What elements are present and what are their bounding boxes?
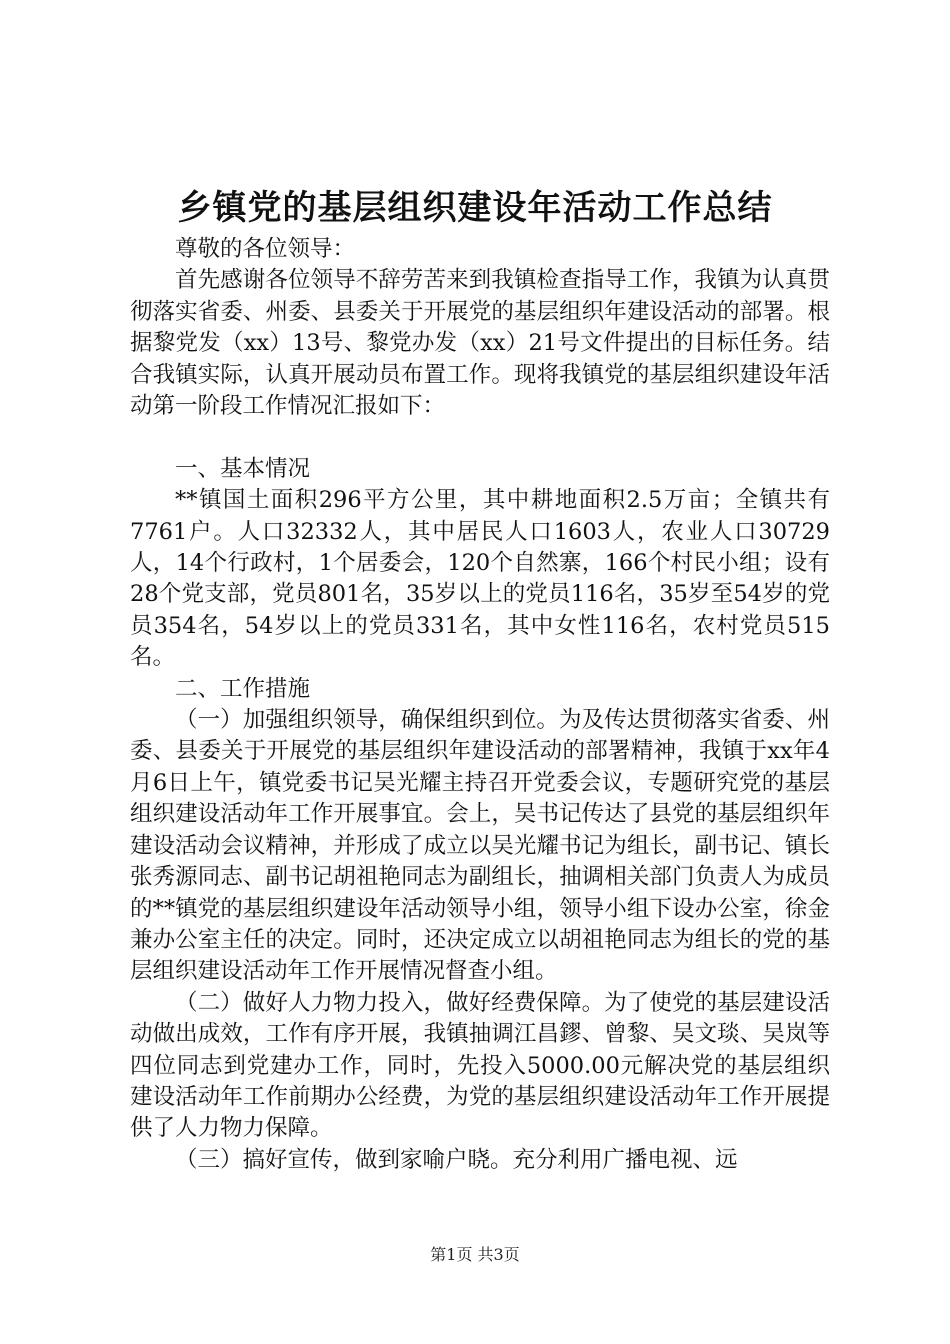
measure-paragraph-3: （三）搞好宣传，做到家喻户晓。充分利用广播电视、远 <box>175 1146 738 1173</box>
document-body <box>130 234 830 1176</box>
section-heading-basic: 一、基本情况 <box>175 455 311 482</box>
page-footer: 第1页 共3页 <box>430 1245 520 1264</box>
salutation: 尊敬的各位领导： <box>175 236 356 262</box>
document-title: 乡镇党的基层组织建设年活动工作总结 <box>177 188 773 228</box>
section-heading-measures: 二、工作措施 <box>175 675 311 702</box>
basic-situation-paragraph: **镇国土面积296平方公里，其中耕地面积2.5万亩；全镇共有7761户。人口32332人，其中居民人口1603人，农业人口30729人，14个行政村，1个居委会，120个自然寨，166个村民小组；设有28个党支部，党员801名，35岁以上的党员116名，35岁至54岁的党员354名，54岁以上的党员331名，其中女性116名，农村党员515名。 <box>130 487 830 671</box>
measure-paragraph-1: （一）加强组织领导，确保组织到位。为及传达贯彻落实省委、州委、县委关于开展党的基层组织年建设活动的部署精神，我镇于xx年4月6日上午，镇党委书记吴光耀主持召开党委会议，专题研究党的基层组织建设活动年工作开展事宜。会上，吴书记传达了县党的基层组织年建设活动会议精神，并形成了成立以吴光耀书记为组长，副书记、镇长张秀源同志、副书记胡祖艳同志为副组长，抽调相关部门负责人为成员的**镇党的基层组织建设年活动领导小组，领导小组下设办公室，徐金兼办公室主任的决定。同时，还决定成立以胡祖艳同志为组长的党的基层组织建设活动年工作开展情况督查小组。 <box>130 707 830 985</box>
measure-paragraph-2: （二）做好人力物力投入，做好经费保障。为了使党的基层建设活动做出成效，工作有序开展，我镇抽调江昌鏐、曾黎、吴文琰、吴岚等四位同志到党建办工作，同时，先投入5000.00元解决党的基层组织建设活动年工作前期办公经费，为党的基层组织建设活动年工作开展提供了人力物力保障。 <box>130 989 830 1142</box>
intro-paragraph: 首先感谢各位领导不辞劳苦来到我镇检查指导工作，我镇为认真贯彻落实省委、州委、县委关于开展党的基层组织年建设活动的部署。根据黎党发（xx）13号、黎党办发（xx）21号文件提出的目标任务。结合我镇实际，认真开展动员布置工作。现将我镇党的基层组织建设年活动第一阶段工作情况汇报如下： <box>130 267 830 420</box>
